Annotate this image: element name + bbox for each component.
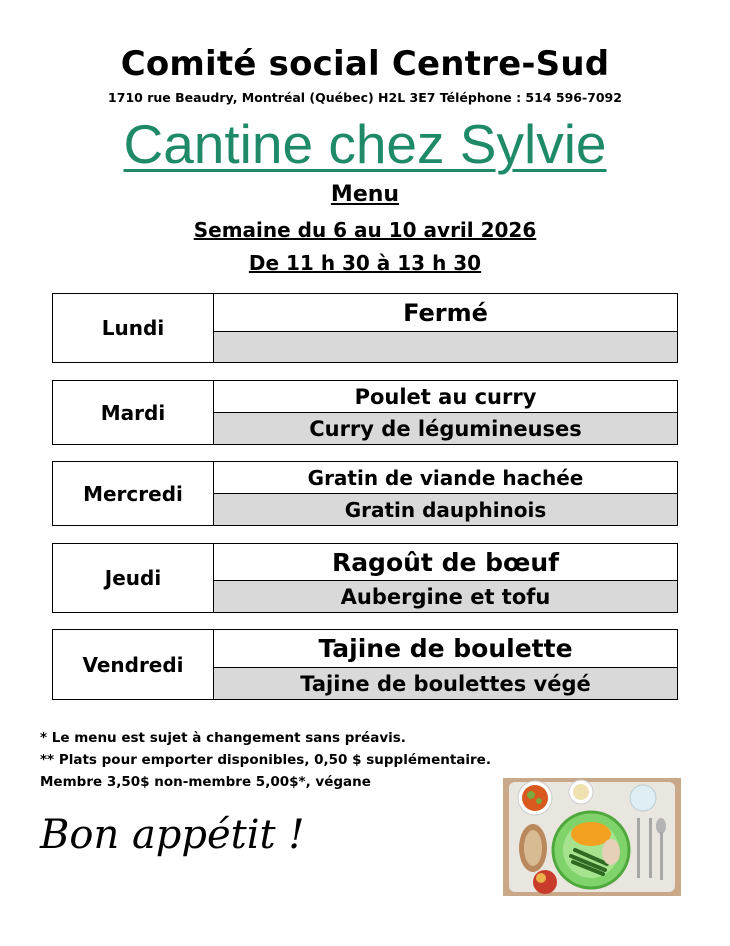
dishes [214, 294, 677, 362]
alt-dish: Gratin dauphinois [214, 494, 677, 525]
day-block-mercredi [52, 461, 678, 526]
week-heading: Semaine du 6 au 10 avril 2026 [193, 218, 537, 242]
alt-dish: Aubergine et tofu [214, 581, 677, 612]
alt-dish: Curry de légumineuses [214, 413, 677, 444]
dishes [214, 462, 677, 525]
hours-heading: De 11 h 30 à 13 h 30 [248, 251, 482, 275]
address-line: 1710 rue Beaudry, Montréal (Québec) H2L 3E7 Téléphone : 514 596-7092 [108, 90, 622, 105]
note-menu-change: * Le menu est sujet à changement sans préavis. [40, 730, 406, 746]
organization-name: Comité social Centre-Sud [120, 44, 610, 84]
day-name: Vendredi [53, 630, 214, 699]
menu-heading: Menu [330, 182, 400, 207]
main-dish: Fermé [214, 294, 677, 332]
main-dish: Gratin de viande hachée [214, 462, 677, 494]
day-block-lundi [52, 293, 678, 363]
note-prices: Membre 3,50$ non-membre 5,00$*, végane [40, 774, 371, 790]
day-block-vendredi [52, 629, 678, 700]
alt-dish [214, 332, 677, 362]
alt-dish: Tajine de boulettes végé [214, 668, 677, 699]
meal-tray-photo [503, 778, 681, 896]
day-name: Jeudi [53, 544, 214, 612]
day-block-jeudi [52, 543, 678, 613]
main-dish: Poulet au curry [214, 381, 677, 413]
dishes [214, 381, 677, 444]
footnotes [40, 727, 491, 793]
canteen-title-wrap [0, 112, 730, 176]
main-dish: Ragoût de bœuf [214, 544, 677, 581]
dishes [214, 544, 677, 612]
bon-appetit: Bon appétit ! [40, 812, 305, 858]
day-name: Lundi [53, 294, 214, 362]
day-name: Mardi [53, 381, 214, 444]
day-name: Mercredi [53, 462, 214, 525]
dishes [214, 630, 677, 699]
note-takeout: ** Plats pour emporter disponibles, 0,50 $ supplémentaire. [40, 752, 491, 768]
main-dish: Tajine de boulette [214, 630, 677, 668]
day-block-mardi [52, 380, 678, 445]
canteen-title: Cantine chez Sylvie [123, 113, 607, 175]
